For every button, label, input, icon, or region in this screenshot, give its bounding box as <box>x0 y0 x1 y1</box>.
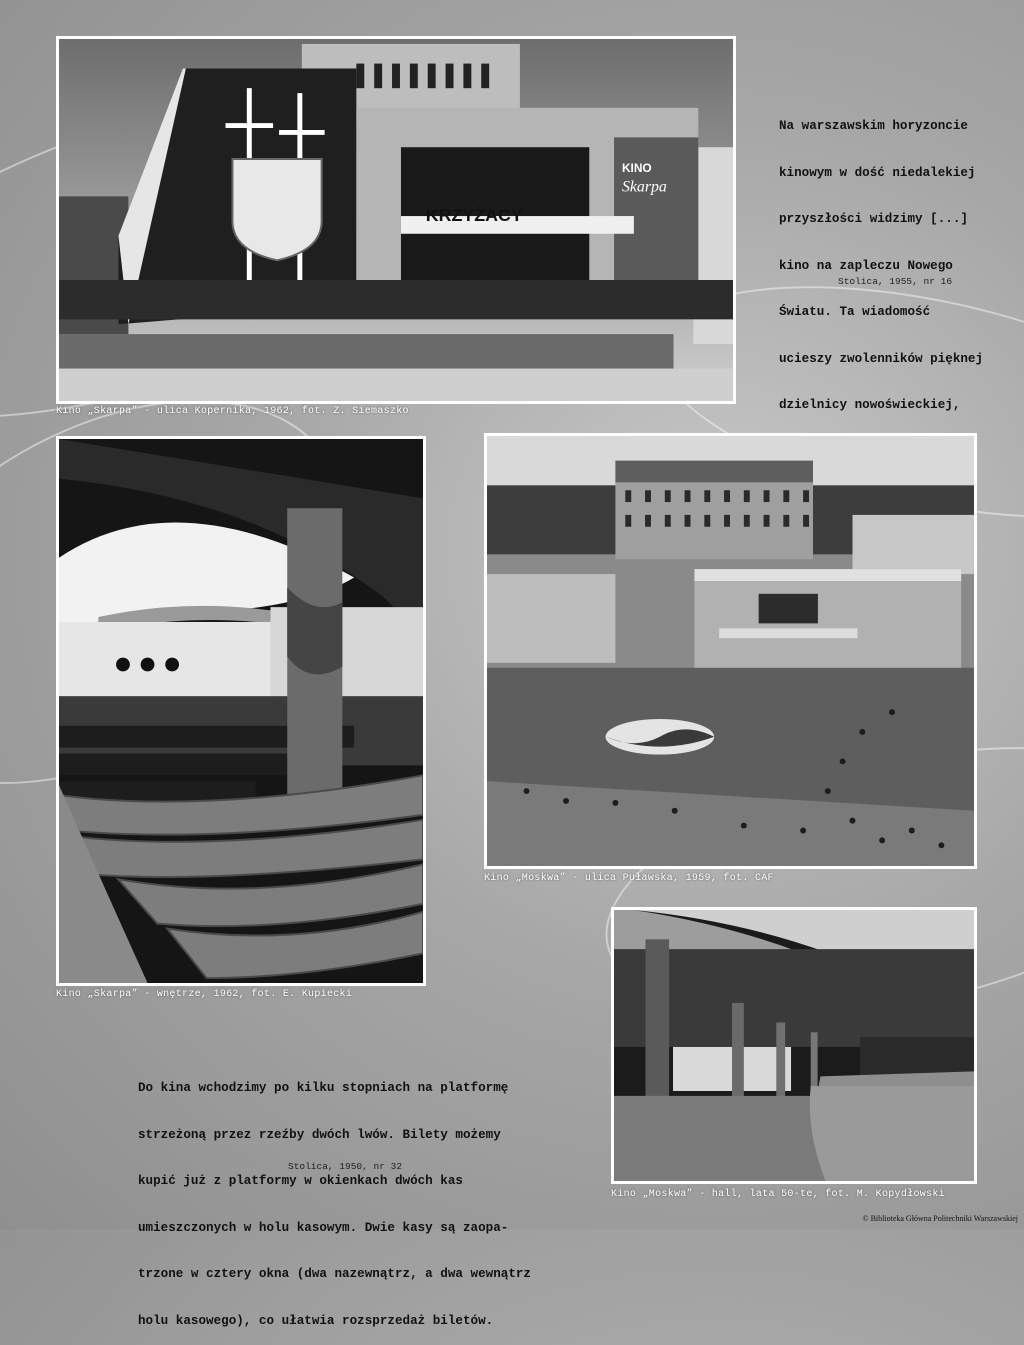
caption-moskwa-exterior: Kino „Moskwa” - ulica Puławska, 1959, fot. CAF <box>484 873 774 884</box>
photo-moskwa-exterior <box>484 433 977 869</box>
sign-marquee: KRZYŻACY <box>425 205 523 225</box>
quote-line: przyszłości widzimy [...] <box>779 212 968 226</box>
photo-skarpa-interior <box>56 436 426 986</box>
quote-line: kino na zapleczu Nowego <box>779 258 953 273</box>
caption-skarpa-exterior: Kino „Skarpa” - ulica Kopernika, 1962, fot. Z. Siemaszko <box>56 406 409 417</box>
caption-moskwa-hall: Kino „Moskwa” - hall, lata 50-te, fot. M. Kopydłowski <box>611 1189 945 1200</box>
sign-skarpa: Skarpa <box>621 178 667 196</box>
quote-line: ucieszy zwolenników pięknej <box>779 351 984 366</box>
quote-line: umieszczonych w holu kasowym. Dwie kasy są zaopa- <box>138 1220 509 1235</box>
quote-text-2 <box>138 1050 531 1345</box>
quote-line: kinowym w dość niedalekiej <box>779 165 976 180</box>
sign-kino: KINO <box>621 160 652 175</box>
caption-skarpa-interior: Kino „Skarpa” - wnętrze, 1962, fot. E. Kupiecki <box>56 989 353 1000</box>
quote-line: trzone w cztery okna (dwa nazewnątrz, a dwa wewnątrz <box>138 1267 531 1281</box>
quote-line: strzeżoną przez rzeźby dwóch lwów. Bilety możemy <box>138 1127 501 1142</box>
quote-line: kupić już z platformy w okienkach dwóch kas <box>138 1174 463 1188</box>
quote-source-2: Stolica, 1950, nr 32 <box>288 1161 403 1172</box>
quote-line: dzielnicy nowoświeckiej, <box>779 398 961 412</box>
quote-source-1: Stolica, 1955, nr 16 <box>838 276 953 287</box>
photo-skarpa-exterior <box>56 36 736 404</box>
quote-line: holu kasowego), co ułatwia rozsprzedaż biletów. <box>138 1313 494 1328</box>
copyright-notice: © Biblioteka Główna Politechniki Warszawskiej <box>862 1214 1018 1223</box>
quote-line: Do kina wchodzimy po kilku stopniach na platformę <box>138 1081 509 1095</box>
photo-moskwa-hall <box>611 907 977 1184</box>
quote-line: Światu. Ta wiadomość <box>779 305 931 319</box>
quote-line: Na warszawskim horyzoncie <box>779 119 968 133</box>
